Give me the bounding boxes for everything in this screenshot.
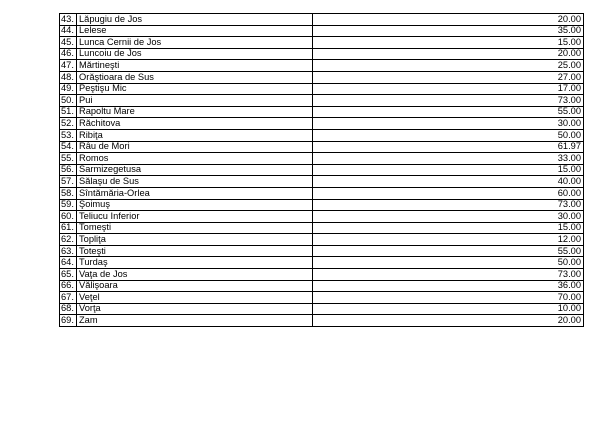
amount-value: 30.00 bbox=[313, 118, 584, 130]
locality-name: Orăştioara de Sus bbox=[77, 71, 313, 83]
amount-value: 40.00 bbox=[313, 176, 584, 188]
table-row bbox=[60, 257, 584, 269]
row-number: 54. bbox=[60, 141, 77, 153]
amount-value: 50.00 bbox=[313, 129, 584, 141]
amount-value: 10.00 bbox=[313, 303, 584, 315]
locality-name: Zam bbox=[77, 315, 313, 327]
table-row bbox=[60, 292, 584, 304]
locality-name: Râu de Mori bbox=[77, 141, 313, 153]
locality-name: Rapoltu Mare bbox=[77, 106, 313, 118]
amount-value: 27.00 bbox=[313, 71, 584, 83]
locality-name: Peştişu Mic bbox=[77, 83, 313, 95]
amount-value: 50.00 bbox=[313, 257, 584, 269]
row-number: 43. bbox=[60, 14, 77, 26]
row-number: 57. bbox=[60, 176, 77, 188]
table-row bbox=[60, 199, 584, 211]
locality-name: Răchitova bbox=[77, 118, 313, 130]
amount-value: 73.00 bbox=[313, 95, 584, 107]
table-row bbox=[60, 37, 584, 49]
locality-name: Lăpugiu de Jos bbox=[77, 14, 313, 26]
locality-name: Sarmizegetusa bbox=[77, 164, 313, 176]
row-number: 69. bbox=[60, 315, 77, 327]
amount-value: 55.00 bbox=[313, 106, 584, 118]
locality-name: Topliţa bbox=[77, 234, 313, 246]
row-number: 48. bbox=[60, 71, 77, 83]
row-number: 56. bbox=[60, 164, 77, 176]
table-row bbox=[60, 234, 584, 246]
locality-name: Veţel bbox=[77, 292, 313, 304]
table-row bbox=[60, 95, 584, 107]
table-row bbox=[60, 315, 584, 327]
locality-name: Teliucu Inferior bbox=[77, 211, 313, 223]
locality-name: Tomeşti bbox=[77, 222, 313, 234]
row-number: 55. bbox=[60, 153, 77, 165]
amount-value: 61.97 bbox=[313, 141, 584, 153]
table-row bbox=[60, 187, 584, 199]
amount-value: 55.00 bbox=[313, 245, 584, 257]
table-row bbox=[60, 129, 584, 141]
locality-name: Lelese bbox=[77, 25, 313, 37]
amount-value: 15.00 bbox=[313, 164, 584, 176]
row-number: 52. bbox=[60, 118, 77, 130]
table-row bbox=[60, 60, 584, 72]
locality-name: Mărtineşti bbox=[77, 60, 313, 72]
row-number: 63. bbox=[60, 245, 77, 257]
row-number: 47. bbox=[60, 60, 77, 72]
row-number: 44. bbox=[60, 25, 77, 37]
table-row bbox=[60, 280, 584, 292]
row-number: 58. bbox=[60, 187, 77, 199]
amount-value: 25.00 bbox=[313, 60, 584, 72]
locality-name: Ribiţa bbox=[77, 129, 313, 141]
row-number: 65. bbox=[60, 269, 77, 281]
table-row bbox=[60, 83, 584, 95]
row-number: 62. bbox=[60, 234, 77, 246]
locality-name: Vorţa bbox=[77, 303, 313, 315]
table-row bbox=[60, 106, 584, 118]
amount-value: 35.00 bbox=[313, 25, 584, 37]
locality-name: Luncoiu de Jos bbox=[77, 48, 313, 60]
locality-name: Sîntămăria-Orlea bbox=[77, 187, 313, 199]
row-number: 50. bbox=[60, 95, 77, 107]
locality-name: Turdaş bbox=[77, 257, 313, 269]
row-number: 51. bbox=[60, 106, 77, 118]
table-row bbox=[60, 141, 584, 153]
table-row bbox=[60, 269, 584, 281]
amount-value: 70.00 bbox=[313, 292, 584, 304]
amount-value: 15.00 bbox=[313, 37, 584, 49]
table-row bbox=[60, 25, 584, 37]
table-row bbox=[60, 14, 584, 26]
amount-value: 20.00 bbox=[313, 315, 584, 327]
table-row bbox=[60, 71, 584, 83]
table-row bbox=[60, 118, 584, 130]
table-row bbox=[60, 303, 584, 315]
row-number: 68. bbox=[60, 303, 77, 315]
amount-value: 30.00 bbox=[313, 211, 584, 223]
locality-name: Toteşti bbox=[77, 245, 313, 257]
row-number: 53. bbox=[60, 129, 77, 141]
row-number: 61. bbox=[60, 222, 77, 234]
amount-value: 33.00 bbox=[313, 153, 584, 165]
table-row bbox=[60, 176, 584, 188]
locality-name: Pui bbox=[77, 95, 313, 107]
table-body bbox=[60, 14, 584, 327]
amount-value: 36.00 bbox=[313, 280, 584, 292]
row-number: 66. bbox=[60, 280, 77, 292]
table-row bbox=[60, 222, 584, 234]
locality-name: Vălişoara bbox=[77, 280, 313, 292]
row-number: 60. bbox=[60, 211, 77, 223]
amount-value: 73.00 bbox=[313, 269, 584, 281]
row-number: 59. bbox=[60, 199, 77, 211]
localities-table bbox=[59, 13, 584, 327]
row-number: 45. bbox=[60, 37, 77, 49]
table-row bbox=[60, 153, 584, 165]
row-number: 49. bbox=[60, 83, 77, 95]
row-number: 46. bbox=[60, 48, 77, 60]
row-number: 64. bbox=[60, 257, 77, 269]
locality-name: Lunca Cernii de Jos bbox=[77, 37, 313, 49]
amount-value: 12.00 bbox=[313, 234, 584, 246]
amount-value: 73.00 bbox=[313, 199, 584, 211]
amount-value: 17.00 bbox=[313, 83, 584, 95]
amount-value: 60.00 bbox=[313, 187, 584, 199]
table-row bbox=[60, 48, 584, 60]
amount-value: 20.00 bbox=[313, 48, 584, 60]
amount-value: 15.00 bbox=[313, 222, 584, 234]
table-row bbox=[60, 211, 584, 223]
locality-name: Vaţa de Jos bbox=[77, 269, 313, 281]
locality-name: Sălaşu de Sus bbox=[77, 176, 313, 188]
table-row bbox=[60, 164, 584, 176]
row-number: 67. bbox=[60, 292, 77, 304]
table-row bbox=[60, 245, 584, 257]
locality-name: Romos bbox=[77, 153, 313, 165]
locality-name: Şoimuş bbox=[77, 199, 313, 211]
amount-value: 20.00 bbox=[313, 14, 584, 26]
